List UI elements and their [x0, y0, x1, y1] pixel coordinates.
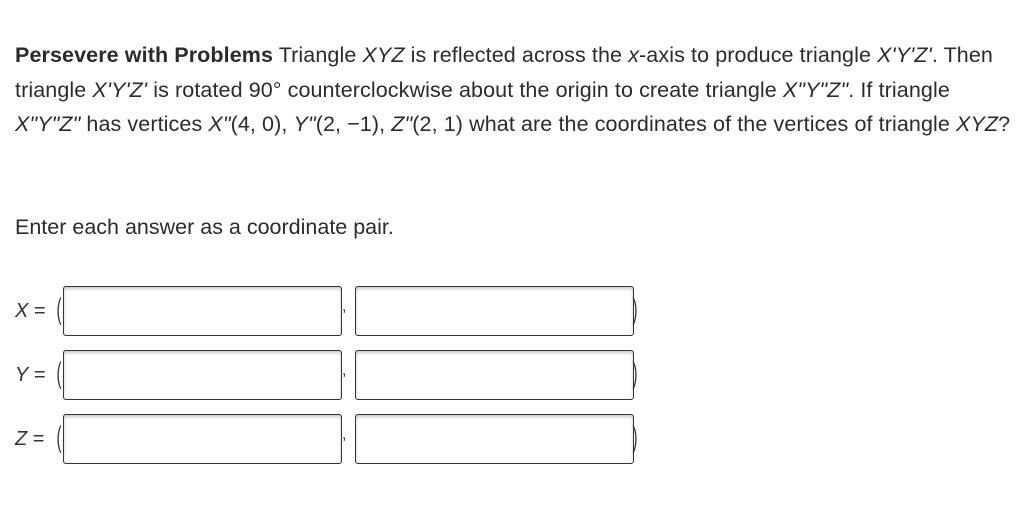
vertex-x-coord: (4, 0),: [230, 112, 294, 136]
answer-row-y: [0, 350, 700, 404]
open-paren: (: [56, 421, 62, 454]
problem-title: Persevere with Problems: [15, 43, 274, 67]
instruction-text: Enter each answer as a coordinate pair.: [15, 215, 394, 239]
equals-sign: =: [27, 428, 45, 450]
vertex-y-name: Y": [293, 112, 316, 136]
z-vertex-y-coord-input[interactable]: [355, 414, 634, 464]
axis-variable: x: [628, 43, 640, 67]
problem-text: . Then triangle: [15, 43, 993, 102]
comma: ,: [342, 298, 347, 315]
comma: ,: [342, 362, 347, 379]
problem-text: . If triangle: [848, 77, 950, 102]
answer-label-y: [15, 360, 46, 390]
equals-sign: =: [28, 364, 46, 386]
triangle-prime-name: X'Y'Z': [92, 77, 148, 102]
vertex-z-coord: (2, 1) what are the coordinates of the vertices of triangle: [412, 112, 957, 136]
triangle-double-prime-name: X"Y"Z": [782, 77, 849, 102]
close-paren: ): [632, 421, 638, 454]
problem-text: is reflected across the: [404, 43, 629, 67]
problem-text: Triangle: [273, 43, 363, 67]
triangle-double-prime-name: X"Y"Z": [15, 112, 81, 136]
vertex-z-name: Z": [391, 112, 413, 136]
problem-text: has vertices: [80, 112, 209, 136]
z-vertex-x-coord-input[interactable]: [63, 414, 342, 464]
problem-statement: [15, 38, 1015, 142]
comma: ,: [342, 426, 347, 443]
triangle-prime-name: X'Y'Z': [877, 43, 932, 67]
answer-var: Y: [15, 364, 29, 386]
open-paren: (: [56, 357, 62, 390]
x-vertex-x-coord-input[interactable]: [63, 286, 342, 336]
close-paren: ): [632, 293, 638, 326]
answer-var: Z: [15, 428, 28, 450]
problem-text: ?: [998, 112, 1011, 136]
answer-label-z: [15, 424, 44, 454]
y-vertex-y-coord-input[interactable]: [355, 350, 634, 400]
answer-row-z: [0, 414, 700, 468]
equals-sign: =: [28, 300, 46, 322]
answer-row-x: [0, 286, 700, 340]
vertex-y-coord: (2, −1),: [315, 112, 392, 136]
x-vertex-y-coord-input[interactable]: [355, 286, 634, 336]
answer-label-x: [15, 296, 46, 326]
open-paren: (: [56, 293, 62, 326]
triangle-name: XYZ: [362, 43, 405, 67]
answer-var: X: [15, 300, 29, 322]
close-paren: ): [632, 357, 638, 390]
problem-text: -axis to produce triangle: [639, 43, 878, 67]
problem-text: is rotated 90° counterclockwise about the origin to create triangle: [147, 77, 783, 102]
triangle-name: XYZ: [956, 112, 999, 136]
vertex-x-name: X": [208, 112, 231, 136]
y-vertex-x-coord-input[interactable]: [63, 350, 342, 400]
